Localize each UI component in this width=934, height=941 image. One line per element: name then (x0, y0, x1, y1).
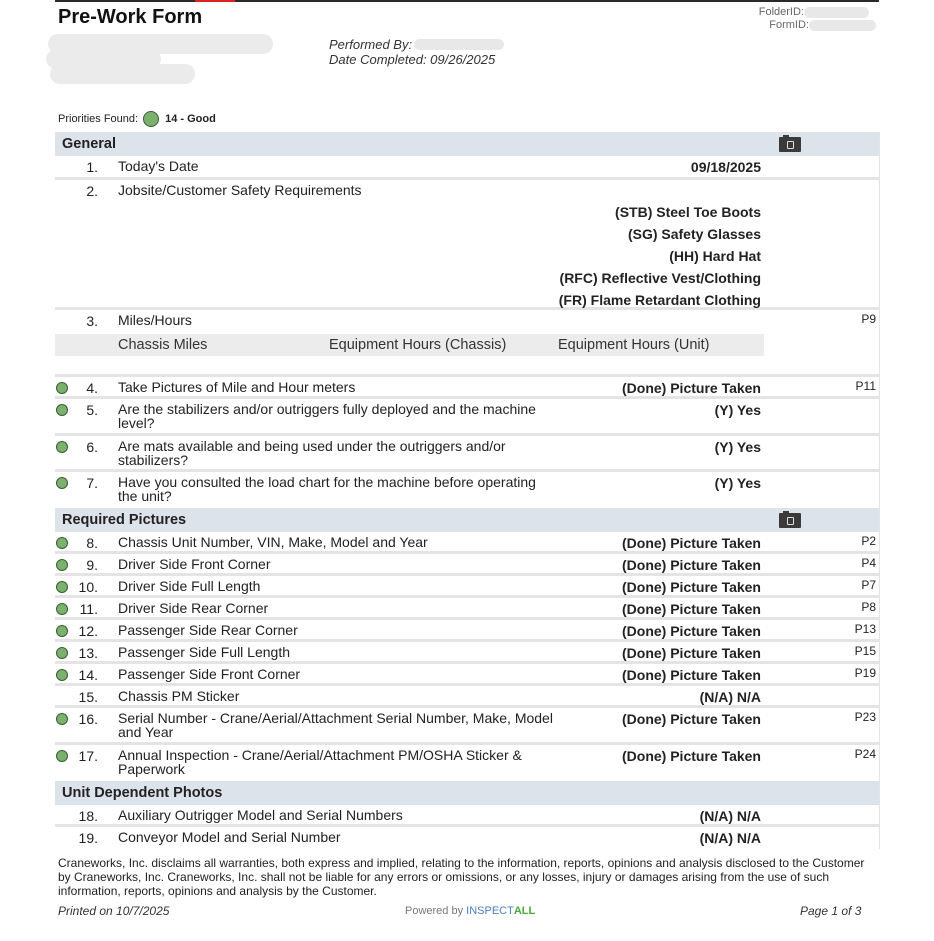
item-number: 18. (78, 808, 98, 824)
photo-ref[interactable]: P4 (861, 556, 876, 570)
form-item (55, 532, 879, 554)
item-answer: (N/A) N/A (699, 808, 761, 824)
brand-inspect: INSPECT (466, 905, 514, 917)
item-answer: (Done) Picture Taken (622, 748, 761, 764)
photo-ref[interactable]: P24 (854, 747, 876, 761)
folder-id-label: FolderID: (758, 6, 804, 18)
form-item (55, 708, 879, 745)
item-number: 16. (78, 711, 98, 727)
item-question: Chassis PM Sticker (118, 688, 240, 704)
priorities-label: Priorities Found: (58, 113, 139, 125)
form-item (55, 620, 879, 642)
item-question: Chassis Unit Number, VIN, Make, Model and Year (118, 534, 428, 550)
item-number: 2. (86, 183, 98, 199)
item-number: 1. (86, 159, 98, 175)
item-question: Are the stabilizers and/or outriggers fully deployed and the machine level? (118, 401, 536, 431)
priorities-summary (58, 111, 216, 127)
item-answer: 09/18/2025 (690, 159, 761, 175)
item-question: Driver Side Rear Corner (118, 600, 269, 616)
item-number: 17. (78, 748, 98, 764)
photo-ref[interactable]: P7 (861, 578, 876, 592)
column-chassis-miles: Chassis Miles (118, 337, 208, 353)
item-answer: (Done) Picture Taken (622, 623, 761, 639)
form-item (55, 472, 879, 508)
form-item (55, 310, 879, 377)
form-item (55, 598, 879, 620)
status-good-icon (56, 477, 68, 489)
form-meta (329, 37, 504, 67)
status-good-icon (56, 750, 68, 762)
item-number: 15. (78, 689, 98, 705)
status-good-icon (56, 581, 68, 593)
item-answer: (Y) Yes (714, 439, 761, 455)
brand-all: ALL (513, 905, 536, 917)
item-number: 8. (86, 535, 98, 551)
redacted-folder-id (804, 7, 869, 18)
item-answer: (Done) Picture Taken (622, 557, 761, 573)
form-item (55, 554, 879, 576)
item-number: 6. (86, 439, 98, 455)
item-question: Serial Number - Crane/Aerial/Attachment Serial Number, Make, Model and Year (118, 710, 553, 740)
item-number: 9. (86, 557, 98, 573)
item-number: 14. (78, 667, 98, 683)
section-title: General (62, 136, 116, 152)
form-item (55, 827, 879, 849)
item-answer: (N/A) N/A (699, 830, 761, 846)
item-answer: (Done) Picture Taken (622, 535, 761, 551)
section-unit-dependent-photos (55, 781, 879, 805)
column-equipment-hours-chassis: Equipment Hours (Chassis) (329, 337, 507, 353)
form-item (55, 642, 879, 664)
form-item (55, 399, 879, 436)
form-id-label: FormID: (769, 19, 809, 31)
top-border (55, 0, 879, 2)
status-good-icon (56, 669, 68, 681)
item-question: Driver Side Full Length (118, 578, 261, 594)
item-question: Auxiliary Outrigger Model and Serial Numbers (118, 807, 403, 823)
page-title: Pre-Work Form (58, 6, 203, 28)
item-answer: (SG) Safety Glasses (627, 226, 761, 242)
photo-ref[interactable]: P2 (861, 534, 876, 548)
section-general (55, 132, 879, 156)
photo-ref[interactable]: P23 (854, 710, 876, 724)
priority-good-icon (143, 111, 159, 127)
form-item (55, 745, 879, 781)
item-number: 4. (86, 380, 98, 396)
photo-ref[interactable]: P15 (854, 644, 876, 658)
form-ids (759, 6, 814, 32)
camera-icon[interactable] (779, 137, 801, 152)
item-number: 12. (78, 623, 98, 639)
item-question: Today's Date (118, 158, 199, 174)
performed-by-label: Performed By: (329, 37, 413, 52)
disclaimer: Craneworks, Inc. disclaims all warranties, both express and implied, relating to the information, reports, opinions and analysis disclosed to the Customer by Craneworks, Inc. Craneworks, Inc. shall not be liable for any errors or omissions, or any losses, injury or damages arising from the use of such information, reports, opinions and analysis by the Customer. (58, 856, 865, 898)
item-answer: (N/A) N/A (699, 689, 761, 705)
status-good-icon (56, 382, 68, 394)
status-good-icon (56, 603, 68, 615)
item-answer: (RFC) Reflective Vest/Clothing (559, 270, 761, 286)
item-question: Driver Side Front Corner (118, 556, 271, 572)
item-answer: (FR) Flame Retardant Clothing (558, 292, 761, 308)
miles-hours-row (55, 334, 764, 356)
item-question: Passenger Side Front Corner (118, 666, 301, 682)
status-good-icon (56, 559, 68, 571)
photo-ref[interactable]: P11 (855, 379, 876, 393)
redacted-performer (414, 39, 504, 50)
status-good-icon (56, 713, 68, 725)
status-good-icon (56, 404, 68, 416)
item-question: Jobsite/Customer Safety Requirements (118, 182, 362, 198)
item-answer: (Done) Picture Taken (622, 601, 761, 617)
form-body (55, 132, 880, 849)
item-answer: (Done) Picture Taken (622, 579, 761, 595)
item-number: 7. (86, 475, 98, 491)
form-item (55, 805, 879, 827)
item-question: Are mats available and being used under the outriggers and/or stabilizers? (118, 438, 506, 468)
photo-ref[interactable]: P8 (861, 600, 876, 614)
printed-date: Printed on 10/7/2025 (58, 904, 170, 918)
item-number: 19. (78, 830, 98, 846)
section-title: Required Pictures (62, 512, 187, 528)
date-completed: Date Completed: 09/26/2025 (329, 52, 496, 67)
item-number: 10. (78, 579, 98, 595)
form-item (55, 686, 879, 708)
form-item (55, 576, 879, 598)
status-good-icon (56, 647, 68, 659)
item-answer: (Done) Picture Taken (622, 380, 761, 396)
item-answer: (Y) Yes (714, 475, 761, 491)
photo-ref[interactable]: P19 (854, 666, 876, 680)
item-number: 3. (86, 313, 98, 329)
redacted-address (50, 64, 195, 84)
status-good-icon (56, 625, 68, 637)
item-answer: (Done) Picture Taken (622, 645, 761, 661)
item-question: Conveyor Model and Serial Number (118, 829, 341, 845)
status-good-icon (56, 441, 68, 453)
item-question: Take Pictures of Mile and Hour meters (118, 379, 356, 395)
item-answer: (Y) Yes (714, 402, 761, 418)
priorities-value: 14 - Good (165, 113, 216, 125)
page-number: Page 1 of 3 (800, 904, 862, 918)
top-accent (195, 0, 235, 2)
item-question: Passenger Side Rear Corner (118, 622, 298, 638)
item-answer: (STB) Steel Toe Boots (615, 204, 761, 220)
form-item (55, 664, 879, 686)
form-item (55, 180, 879, 310)
item-question: Passenger Side Full Length (118, 644, 290, 660)
item-number: 11. (79, 601, 98, 617)
item-answer: (Done) Picture Taken (622, 711, 761, 727)
item-number: 13. (78, 645, 98, 661)
form-item (55, 156, 879, 180)
form-item (55, 436, 879, 472)
item-answer: (HH) Hard Hat (669, 248, 761, 264)
section-title: Unit Dependent Photos (62, 785, 223, 801)
section-required-pictures (55, 508, 879, 532)
powered-by (405, 905, 535, 917)
photo-ref[interactable]: P13 (854, 622, 876, 636)
item-question: Have you consulted the load chart for the machine before operating the unit? (118, 474, 536, 504)
status-good-icon (56, 537, 68, 549)
item-answer: (Done) Picture Taken (622, 667, 761, 683)
photo-ref[interactable]: P9 (861, 312, 876, 326)
item-question: Miles/Hours (118, 312, 192, 328)
item-number: 5. (86, 402, 98, 418)
redacted-form-id (809, 20, 876, 31)
powered-by-label: Powered by (405, 905, 464, 917)
item-question: Annual Inspection - Crane/Aerial/Attachment PM/OSHA Sticker & Paperwork (118, 747, 522, 777)
camera-icon[interactable] (779, 513, 801, 528)
form-item (55, 377, 879, 399)
column-equipment-hours-unit: Equipment Hours (Unit) (558, 337, 710, 353)
